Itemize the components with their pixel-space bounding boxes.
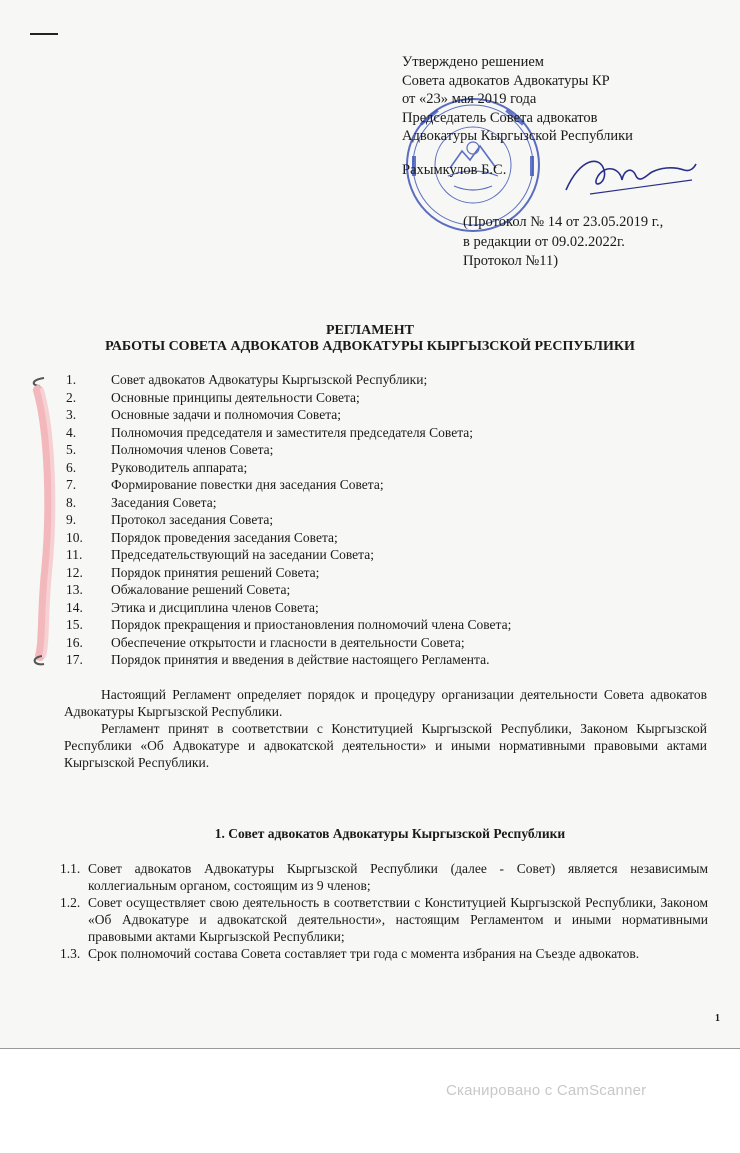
protocol-note bbox=[463, 213, 733, 272]
intro-paragraph: Регламент принят в соответствии с Конституцией Кыргызской Республики, Законом Кыргызской Республики «Об Адвокатуре и адвокатской деятельности» и иными нормативными правовыми актами Кыргызской Республики. bbox=[64, 721, 707, 770]
section-clauses bbox=[60, 860, 708, 962]
toc-item: 4. Полномочия председателя и заместителя председателя Совета; bbox=[66, 424, 473, 440]
toc-item: 10. Порядок проведения заседания Совета; bbox=[66, 529, 338, 545]
toc-item: 3. Основные задачи и полномочия Совета; bbox=[66, 407, 342, 422]
approval-line: Председатель Совета адвокатов bbox=[402, 109, 598, 126]
section-heading: 1. Совет адвокатов Адвокатуры Кыргызской Республики bbox=[214, 826, 566, 841]
clause-number: 1.2. bbox=[60, 895, 81, 910]
protocol-line: Протокол №11) bbox=[463, 253, 559, 269]
toc-item: 11. Председательствующий на заседании Совета; bbox=[66, 547, 374, 562]
toc-item: 14. Этика и дисциплина членов Совета; bbox=[66, 599, 319, 615]
protocol-line: в редакции от 09.02.2022г. bbox=[463, 233, 625, 250]
approval-block bbox=[402, 53, 702, 179]
toc-item: 2. Основные принципы деятельности Совета; bbox=[66, 389, 360, 405]
toc-item: 7. Формирование повестки дня заседания Совета; bbox=[66, 477, 384, 492]
clause-number: 1.1. bbox=[60, 861, 81, 876]
approval-line: от «23» мая 2019 года bbox=[402, 91, 537, 107]
approval-line: Утверждено решением bbox=[402, 54, 544, 70]
toc-item: 15. Порядок прекращения и приостановления полномочий члена Совета; bbox=[66, 617, 512, 632]
corner-mark bbox=[30, 33, 58, 35]
toc-item: 1. Совет адвокатов Адвокатуры Кыргызской Республики; bbox=[66, 372, 428, 387]
signatory-name: Рахымкулов Б.С. bbox=[402, 161, 507, 178]
clause bbox=[60, 945, 708, 962]
page-number: 1 bbox=[715, 1013, 720, 1024]
clause-text: Совет осуществляет свою деятельность в соответствии с Конституцией Кыргызской Республики, Законом «Об Адвокатуре и адвокатской деятельности», настоящим Регламентом и иными нормативными правовыми актами Кыргызской Республики; bbox=[88, 895, 708, 944]
clause-number: 1.3. bbox=[60, 946, 81, 961]
approval-line: Совета адвокатов Адвокатуры КР bbox=[402, 72, 610, 89]
document-title: РЕГЛАМЕНТ bbox=[325, 323, 414, 338]
toc-item: 6. Руководитель аппарата; bbox=[66, 459, 248, 475]
clause bbox=[60, 894, 708, 945]
document-subtitle: РАБОТЫ СОВЕТА АДВОКАТОВ АДВОКАТУРЫ КЫРГЫЗСКОЙ РЕСПУБЛИКИ bbox=[105, 339, 635, 354]
intro-paragraph: Настоящий Регламент определяет порядок и процедуру организации деятельности Совета адвокатов Адвокатуры Кыргызской Республики. bbox=[64, 687, 707, 719]
toc-item: 8. Заседания Совета; bbox=[66, 494, 217, 510]
toc-item: 9. Протокол заседания Совета; bbox=[66, 512, 274, 527]
scanner-watermark: Сканировано с CamScanner bbox=[446, 1082, 647, 1099]
toc-item: 12. Порядок принятия решений Совета; bbox=[66, 564, 320, 580]
toc-item: 13. Обжалование решений Совета; bbox=[66, 582, 291, 597]
clause-text: Совет адвокатов Адвокатуры Кыргызской Республики (далее - Совет) является независимым коллегиальным органом, состоящим из 9 членов; bbox=[88, 861, 708, 893]
table-of-contents bbox=[66, 371, 511, 669]
clause bbox=[60, 860, 708, 894]
protocol-line: (Протокол № 14 от 23.05.2019 г., bbox=[463, 214, 664, 230]
toc-item: 17. Порядок принятия и введения в действие настоящего Регламента. bbox=[66, 652, 490, 667]
approval-line: Адвокатуры Кыргызской Республики bbox=[402, 128, 633, 144]
toc-item: 5. Полномочия членов Совета; bbox=[66, 442, 274, 457]
binding-ribbon bbox=[30, 372, 70, 667]
toc-item: 16. Обеспечение открытости и гласности в деятельности Совета; bbox=[66, 634, 465, 650]
clause-text: Срок полномочий состава Совета составляет три года с момента избрания на Съезде адвокатов. bbox=[88, 946, 640, 961]
